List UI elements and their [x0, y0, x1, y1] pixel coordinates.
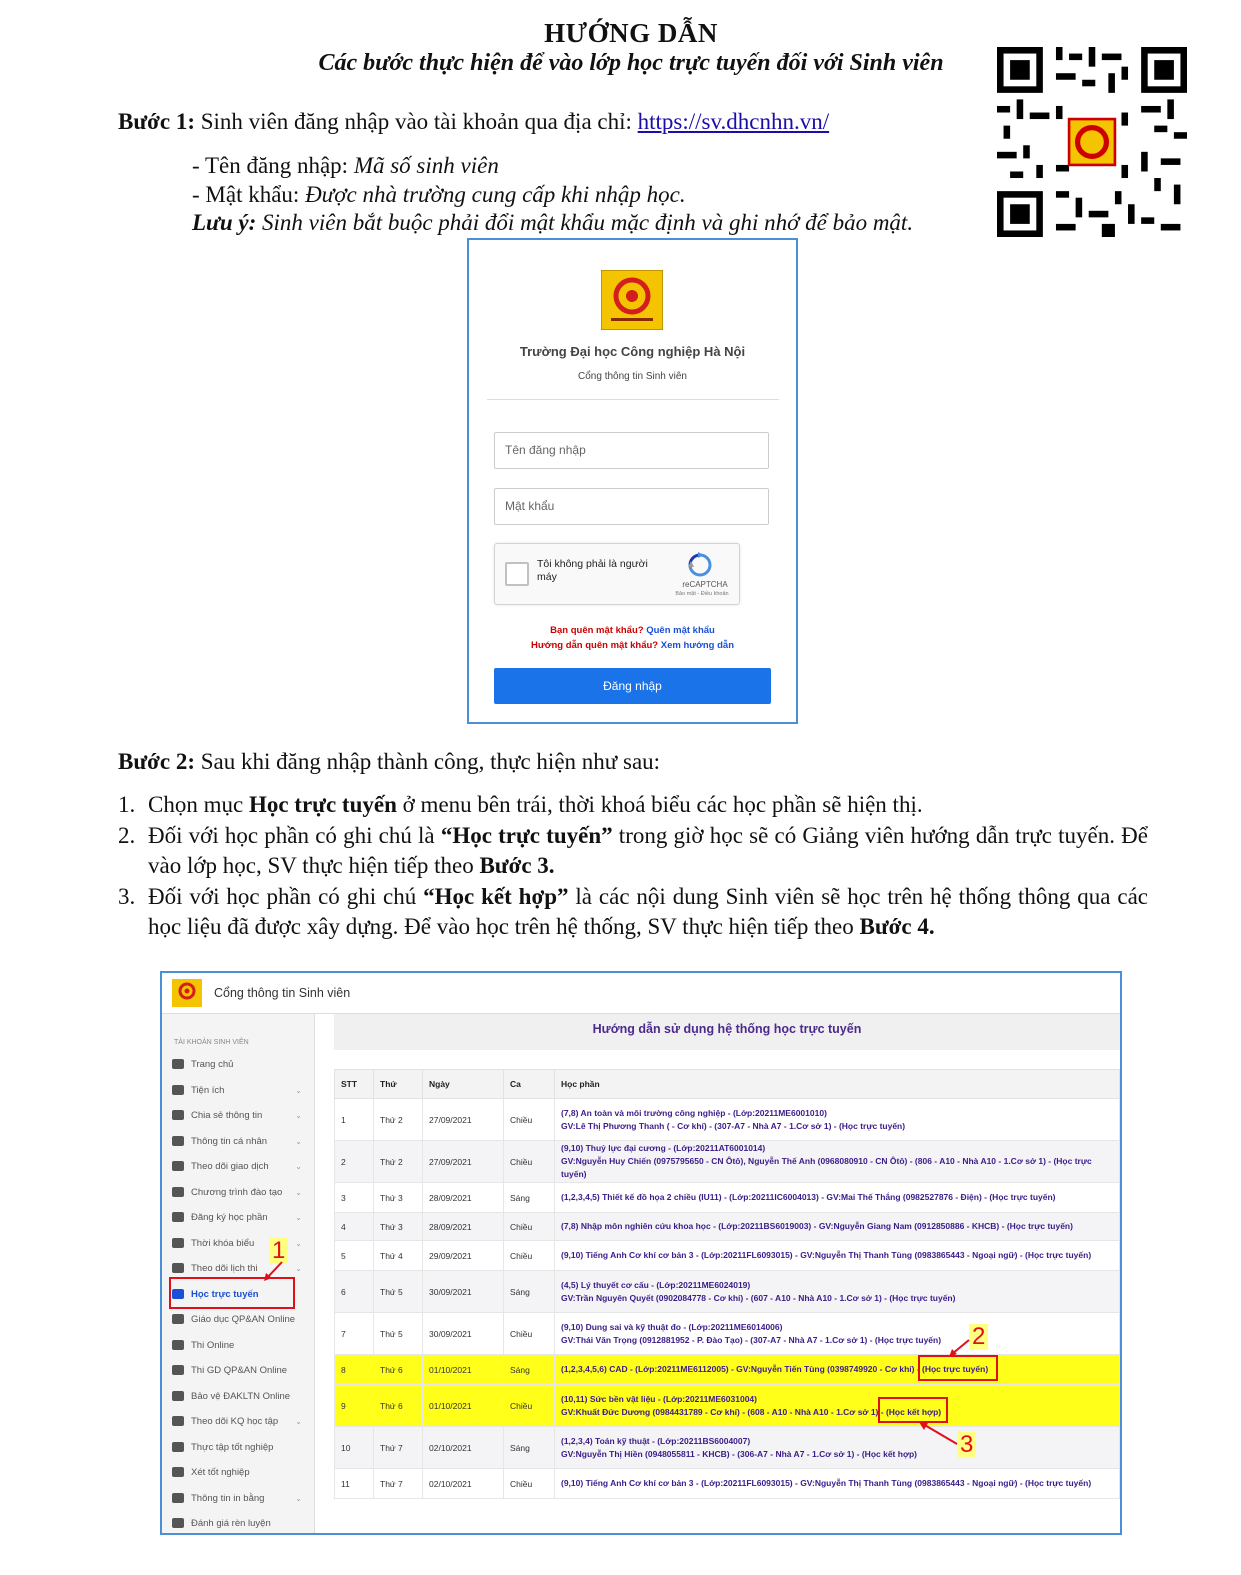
sidebar-item-label: Chia sẻ thông tin	[191, 1110, 263, 1121]
cell-ngay: 30/09/2021	[423, 1271, 504, 1313]
cell-hoc-phan[interactable]	[555, 1141, 1120, 1183]
cell-hoc-phan[interactable]	[555, 1271, 1120, 1313]
cell-thu: Thứ 5	[374, 1313, 423, 1355]
sidebar-item[interactable]	[172, 1106, 310, 1126]
cell-ngay: 28/09/2021	[423, 1213, 504, 1241]
guide-link[interactable]: Xem hướng dẫn	[660, 640, 735, 651]
step2-list	[118, 790, 1148, 943]
item-number: 3.	[118, 884, 136, 909]
menu-icon	[172, 1238, 184, 1248]
sidebar-item-label: Thực tập tốt nghiệp	[191, 1441, 274, 1453]
sidebar-item[interactable]	[172, 1489, 310, 1509]
cell-ca: Sáng	[504, 1183, 555, 1213]
cell-thu: Thứ 2	[374, 1141, 423, 1183]
sidebar-item[interactable]	[172, 1387, 310, 1407]
menu-icon	[172, 1085, 184, 1095]
cell-hoc-phan[interactable]	[555, 1241, 1120, 1271]
col-ngay: Ngày	[423, 1070, 504, 1099]
step2-item	[118, 821, 1148, 881]
chevron-down-icon: ⌄	[295, 1187, 302, 1197]
username-input[interactable]: Tên đăng nhập	[494, 432, 769, 469]
item-number: 1.	[118, 792, 136, 817]
password-input[interactable]: Mật khẩu	[494, 488, 769, 525]
cell-ca: Sáng	[504, 1271, 555, 1313]
sidebar-item[interactable]	[172, 1132, 310, 1152]
sidebar-item-label: Học trực tuyến	[191, 1288, 259, 1300]
cell-thu: Thứ 3	[374, 1213, 423, 1241]
sidebar-item-label: Giáo dục QP&AN Online	[191, 1314, 296, 1325]
sidebar-item-label: Chương trình đào tạo	[191, 1186, 283, 1198]
col-thu: Thứ	[374, 1070, 423, 1099]
menu-icon	[172, 1136, 184, 1146]
forgot-links	[469, 623, 796, 653]
arrow-icon	[262, 1260, 287, 1282]
cell-thu: Thứ 6	[374, 1355, 423, 1385]
item-text: Đối với học phần có ghi chú là	[148, 823, 441, 848]
account-label: TÀI KHOẢN SINH VIÊN	[174, 1039, 249, 1046]
note-line	[192, 208, 913, 238]
course-line: (10,11) Sức bền vật liệu - (Lớp:20211ME6031004)	[561, 1393, 757, 1404]
sidebar-item-label: Thông tin cá nhân	[191, 1135, 268, 1147]
password-value: Được nhà trường cung cấp khi nhập học.	[305, 182, 686, 207]
cell-ngay: 27/09/2021	[423, 1099, 504, 1141]
cell-thu: Thứ 5	[374, 1271, 423, 1313]
username-value: Mã số sinh viên	[353, 153, 499, 178]
captcha-label: Tôi không phải là người máy	[537, 558, 648, 583]
sidebar-item-label: Đánh giá rèn luyện	[191, 1518, 271, 1529]
menu-icon	[172, 1467, 184, 1477]
sidebar-item[interactable]	[172, 1412, 310, 1432]
cell-thu: Thứ 3	[374, 1183, 423, 1213]
marker-1: 1	[269, 1238, 288, 1264]
cell-ca: Chiều	[504, 1469, 555, 1499]
divider	[487, 399, 779, 400]
school-name: Trường Đại học Công nghiệp Hà Nội	[519, 344, 746, 359]
cell-stt: 4	[335, 1213, 374, 1241]
cell-ca: Sáng	[504, 1427, 555, 1469]
cell-thu: Thứ 6	[374, 1385, 423, 1427]
table-row[interactable]	[335, 1469, 1120, 1499]
cell-hoc-phan[interactable]	[555, 1213, 1120, 1241]
col-hoc-phan: Học phần	[555, 1070, 1120, 1099]
menu-icon	[172, 1263, 184, 1273]
menu-icon	[172, 1518, 184, 1528]
arrow-icon	[917, 1420, 962, 1448]
course-line: (1,2,3,4,5) Thiết kế đồ họa 2 chiều (IU11) - (Lớp:20211IC6004013) - GV:Mai Thế Thắng (0982527876 - Điện) - (Học trực tuyến)	[561, 1192, 1056, 1202]
sidebar-item[interactable]	[172, 1055, 310, 1075]
username-label: - Tên đăng nhập:	[192, 153, 349, 178]
sidebar-item-label: Thi GD QP&AN Online	[191, 1365, 288, 1376]
table-row[interactable]	[335, 1099, 1120, 1141]
sidebar-item-label: Thi Online	[191, 1339, 235, 1351]
course-line: (9,10) Thuỷ lực đại cương - (Lớp:20211AT6001014)	[561, 1143, 766, 1153]
forgot-question: Bạn quên mật khẩu?	[550, 625, 644, 636]
table-row[interactable]	[335, 1385, 1120, 1427]
table-row[interactable]	[335, 1241, 1120, 1271]
step1-label: Bước 1:	[118, 109, 195, 134]
chevron-down-icon: ⌄	[295, 1213, 302, 1222]
recaptcha-icon	[685, 552, 715, 578]
menu-icon	[172, 1212, 184, 1222]
password-label: - Mật khẩu:	[192, 182, 300, 207]
login-card	[467, 238, 798, 724]
table-row[interactable]	[335, 1213, 1120, 1241]
item-text: Bước 3.	[479, 853, 555, 878]
table-row[interactable]	[335, 1141, 1120, 1183]
cell-stt: 10	[335, 1427, 374, 1469]
password-line	[192, 180, 686, 210]
sidebar-item[interactable]	[172, 1081, 310, 1101]
cell-hoc-phan[interactable]	[555, 1313, 1120, 1355]
sidebar-item[interactable]	[172, 1310, 310, 1330]
course-line: GV:Nguyễn Thị Hiền (0948055811 - KHCB) - (306-A7 - Nhà A7 - 1.Cơ sở 1) - (Học kết hợp)	[561, 1448, 918, 1459]
cell-ngay: 29/09/2021	[423, 1241, 504, 1271]
schedule-table	[334, 1069, 1120, 1499]
step2-line	[118, 747, 660, 777]
cell-ca: Chiều	[504, 1241, 555, 1271]
item-text: ở menu bên trái, thời khoá biểu các học phần sẽ hiện thị.	[396, 792, 923, 817]
step2-label: Bước 2:	[118, 749, 195, 774]
captcha-brand: reCAPTCHA	[682, 580, 728, 589]
portal-logo-icon	[172, 979, 202, 1007]
cell-stt: 8	[335, 1355, 374, 1385]
course-line: (7,8) Nhập môn nghiên cứu khoa học - (Lớp:20211BS6019003) - GV:Nguyễn Giang Nam (0912850886 - KHCB) - (Học trực tuyến)	[561, 1221, 1073, 1231]
chevron-down-icon: ⌄	[295, 1417, 302, 1426]
item-number: 2.	[118, 823, 136, 848]
cell-stt: 3	[335, 1183, 374, 1213]
item-text: Đối với học phần có ghi chú	[148, 884, 424, 909]
qr-code-icon	[997, 47, 1187, 237]
menu-icon	[172, 1161, 184, 1171]
cell-hoc-phan[interactable]	[555, 1469, 1120, 1499]
table-header-row	[335, 1070, 1120, 1099]
sidebar-item-label: Theo dõi lịch thi	[191, 1263, 258, 1274]
sidebar-item-label: Trang chủ	[191, 1059, 234, 1070]
cell-ngay: 02/10/2021	[423, 1469, 504, 1499]
cell-hoc-phan[interactable]	[555, 1099, 1120, 1141]
cell-hoc-phan[interactable]	[555, 1183, 1120, 1213]
menu-icon	[172, 1110, 184, 1120]
cell-stt: 2	[335, 1141, 374, 1183]
course-line: GV:Trần Nguyên Quyết (0902084778 - Cơ khí) - (607 - A10 - Nhà A10 - 1.Cơ sở 1) - (Học trực tuyến)	[561, 1292, 956, 1303]
sidebar-item[interactable]	[172, 1514, 310, 1534]
cell-stt: 6	[335, 1271, 374, 1313]
table-row[interactable]	[335, 1271, 1120, 1313]
cell-ca: Sáng	[504, 1355, 555, 1385]
step2-item	[118, 790, 1148, 820]
cell-ngay: 28/09/2021	[423, 1183, 504, 1213]
sidebar-item-label: Bảo vệ ĐAKLTN Online	[191, 1390, 291, 1402]
cell-ngay: 30/09/2021	[423, 1313, 504, 1355]
menu-icon	[172, 1314, 184, 1324]
sidebar-item-label: Tiện ích	[191, 1084, 225, 1096]
highlight-hoc-truc-tuyen-note	[918, 1355, 998, 1381]
sidebar-item-label: Đăng ký học phần	[191, 1212, 268, 1223]
table-row[interactable]	[335, 1427, 1120, 1469]
menu-icon	[172, 1187, 184, 1197]
item-text: Chọn mục	[148, 792, 249, 817]
cell-thu: Thứ 7	[374, 1469, 423, 1499]
chevron-down-icon: ⌄	[295, 1264, 302, 1273]
item-text: trong giờ học sẽ có Giảng viên hướng dẫn trực tuyến. Để vào lớp học, SV thực hiện tiếp theo	[148, 823, 1148, 878]
course-line: GV:Lê Thị Phương Thanh ( - Cơ khí) - (307-A7 - Nhà A7 - 1.Cơ sở 1) - (Học trực tuyến)	[561, 1120, 906, 1131]
sidebar-item[interactable]	[172, 1463, 310, 1483]
note-label: Lưu ý:	[192, 210, 257, 235]
course-line: (9,10) Tiếng Anh Cơ khí cơ bản 3 - (Lớp:20211FL6093015) - GV:Nguyễn Thị Thanh Tùng (0983865443 - Ngoại ngữ) - (Học trực tuyến)	[561, 1250, 1092, 1260]
portal-name: Cổng thông tin Sinh viên	[578, 371, 687, 382]
sidebar-item[interactable]	[172, 1259, 310, 1279]
cell-stt: 7	[335, 1313, 374, 1355]
step1-line	[118, 107, 829, 137]
portal-header	[162, 973, 1120, 1014]
col-ca: Ca	[504, 1070, 555, 1099]
cell-stt: 1	[335, 1099, 374, 1141]
captcha-checkbox[interactable]	[505, 562, 529, 586]
course-line: GV:Khuất Đức Dương (0984431789 - Cơ khí) - (608 - A10 - Nhà A10 - 1.Cơ sở 1) - (Học kết hợp)	[561, 1406, 942, 1417]
cell-thu: Thứ 4	[374, 1241, 423, 1271]
sidebar-item[interactable]	[172, 1157, 310, 1177]
step2-item	[118, 882, 1148, 942]
item-text: “Học kết hợp”	[423, 884, 569, 909]
cell-ca: Chiều	[504, 1385, 555, 1427]
sidebar-item[interactable]	[172, 1208, 310, 1228]
item-text: Bước 4.	[859, 914, 935, 939]
sidebar-item-label: Theo dõi giao dịch	[191, 1161, 269, 1172]
guide-question: Hướng dẫn quên mật khẩu?	[530, 640, 659, 651]
sidebar-item-label: Theo dõi KQ học tập	[191, 1416, 279, 1427]
menu-icon	[172, 1391, 184, 1401]
course-line: (9,10) Tiếng Anh Cơ khí cơ bản 3 - (Lớp:20211FL6093015) - GV:Nguyễn Thị Thanh Tùng (0983865443 - Ngoại ngữ) - (Học trực tuyến)	[561, 1478, 1092, 1488]
item-text: “Học trực tuyến”	[440, 823, 613, 848]
chevron-down-icon: ⌄	[295, 1238, 302, 1248]
cell-ngay: 01/10/2021	[423, 1385, 504, 1427]
chevron-down-icon: ⌄	[295, 1136, 302, 1146]
cell-stt: 11	[335, 1469, 374, 1499]
course-line: (7,8) An toàn và môi trường công nghiệp - (Lớp:20211ME6001010)	[561, 1107, 827, 1118]
sidebar-item[interactable]	[172, 1361, 310, 1381]
item-text: Học trực tuyến	[248, 792, 397, 817]
course-line: (1,2,3,4) Toán kỹ thuật - (Lớp:20211BS6004007)	[561, 1435, 751, 1446]
menu-icon	[172, 1442, 184, 1452]
cell-thu: Thứ 2	[374, 1099, 423, 1141]
menu-icon	[172, 1365, 184, 1375]
course-line: GV:Thái Văn Trọng (0912881952 - P. Đào Tạo) - (307-A7 - Nhà A7 - 1.Cơ sở 1) - (Học trực tuyến)	[561, 1334, 942, 1345]
sidebar	[162, 1014, 315, 1533]
sidebar-item[interactable]	[172, 1234, 310, 1254]
arrow-icon	[947, 1338, 972, 1358]
page-subtitle: Các bước thực hiện để vào lớp học trực tuyến đối với Sinh viên	[318, 50, 944, 76]
cell-ngay: 01/10/2021	[423, 1355, 504, 1385]
recaptcha-widget	[494, 543, 740, 605]
step2-text: Sau khi đăng nhập thành công, thực hiện như sau:	[200, 749, 661, 774]
chevron-down-icon: ⌄	[295, 1085, 302, 1095]
table-row[interactable]	[335, 1355, 1120, 1385]
table-row[interactable]	[335, 1313, 1120, 1355]
menu-icon	[172, 1493, 184, 1503]
login-button[interactable]: Đăng nhập	[494, 668, 771, 704]
cell-stt: 5	[335, 1241, 374, 1271]
sidebar-item-label: Thông tin in bằng	[191, 1492, 265, 1504]
chevron-down-icon: ⌄	[295, 1493, 302, 1503]
username-line	[192, 151, 499, 181]
captcha-terms[interactable]: Bảo mật - Điều khoản	[675, 591, 729, 597]
sidebar-item-label: Xét tốt nghiệp	[191, 1467, 250, 1478]
col-stt: STT	[335, 1070, 374, 1099]
cell-hoc-phan[interactable]	[555, 1355, 1120, 1385]
course-line: GV:Nguyễn Huy Chiến (0975795650 - CN Ôtô), Nguyễn Thế Anh (0968080910 - CN Ôtô) - (806 - A10 - Nhà A10 - 1.Cơ sở 1) - (Học trực tuyến)	[561, 1156, 1092, 1179]
portal-header-title: Cổng thông tin Sinh viên	[214, 986, 351, 1000]
course-line: (9,10) Dung sai và kỹ thuật đo - (Lớp:20211ME6014006)	[561, 1321, 783, 1332]
cell-ca: Chiều	[504, 1141, 555, 1183]
cell-ca: Chiều	[504, 1313, 555, 1355]
table-row[interactable]	[335, 1183, 1120, 1213]
portal-url-link[interactable]: https://sv.dhcnhn.vn/	[637, 109, 830, 134]
course-line: (4,5) Lý thuyết cơ cấu - (Lớp:20211ME6024019)	[561, 1279, 751, 1290]
cell-hoc-phan[interactable]	[555, 1427, 1120, 1469]
cell-ngay: 27/09/2021	[423, 1141, 504, 1183]
sidebar-item-label: Thời khóa biểu	[191, 1237, 255, 1249]
cell-ca: Chiều	[504, 1099, 555, 1141]
chevron-down-icon: ⌄	[295, 1111, 302, 1120]
cell-ca: Chiều	[504, 1213, 555, 1241]
item-text: là các nội dung Sinh viên sẽ học trên hệ thống thông qua các học liệu đã được xây dựng. Để vào học trên hệ thống, SV thực hiện tiếp theo	[148, 884, 1149, 939]
main-content	[334, 1014, 1120, 1533]
cell-hoc-phan[interactable]	[555, 1385, 1120, 1427]
forgot-password-link[interactable]: Quên mật khẩu	[646, 625, 715, 636]
course-line: (1,2,3,4,5,6) CAD - (Lớp:20211ME6112005) - GV:Nguyễn Tiến Tùng (0398749920 - Cơ khí) - (Học trực tuyến)	[561, 1364, 989, 1374]
marker-3: 3	[957, 1432, 976, 1458]
school-logo-icon	[601, 270, 663, 330]
menu-icon	[172, 1340, 184, 1350]
cell-stt: 9	[335, 1385, 374, 1427]
step1-text: Sinh viên đăng nhập vào tài khoản qua địa chỉ:	[200, 109, 632, 134]
portal-screenshot	[160, 971, 1122, 1535]
cell-ngay: 02/10/2021	[423, 1427, 504, 1469]
chevron-down-icon: ⌄	[295, 1162, 302, 1171]
page-title: HƯỚNG DẪN	[544, 18, 718, 48]
sidebar-item[interactable]	[172, 1336, 310, 1356]
menu-icon	[172, 1416, 184, 1426]
menu-icon	[172, 1059, 184, 1069]
marker-2: 2	[969, 1324, 988, 1350]
sidebar-item[interactable]	[172, 1183, 310, 1203]
cell-thu: Thứ 7	[374, 1427, 423, 1469]
guide-heading[interactable]: Hướng dẫn sử dụng hệ thống học trực tuyến	[592, 1022, 862, 1036]
sidebar-item[interactable]	[172, 1438, 310, 1458]
note-text: Sinh viên bắt buộc phải đổi mật khẩu mặc định và ghi nhớ để bảo mật.	[262, 210, 914, 235]
